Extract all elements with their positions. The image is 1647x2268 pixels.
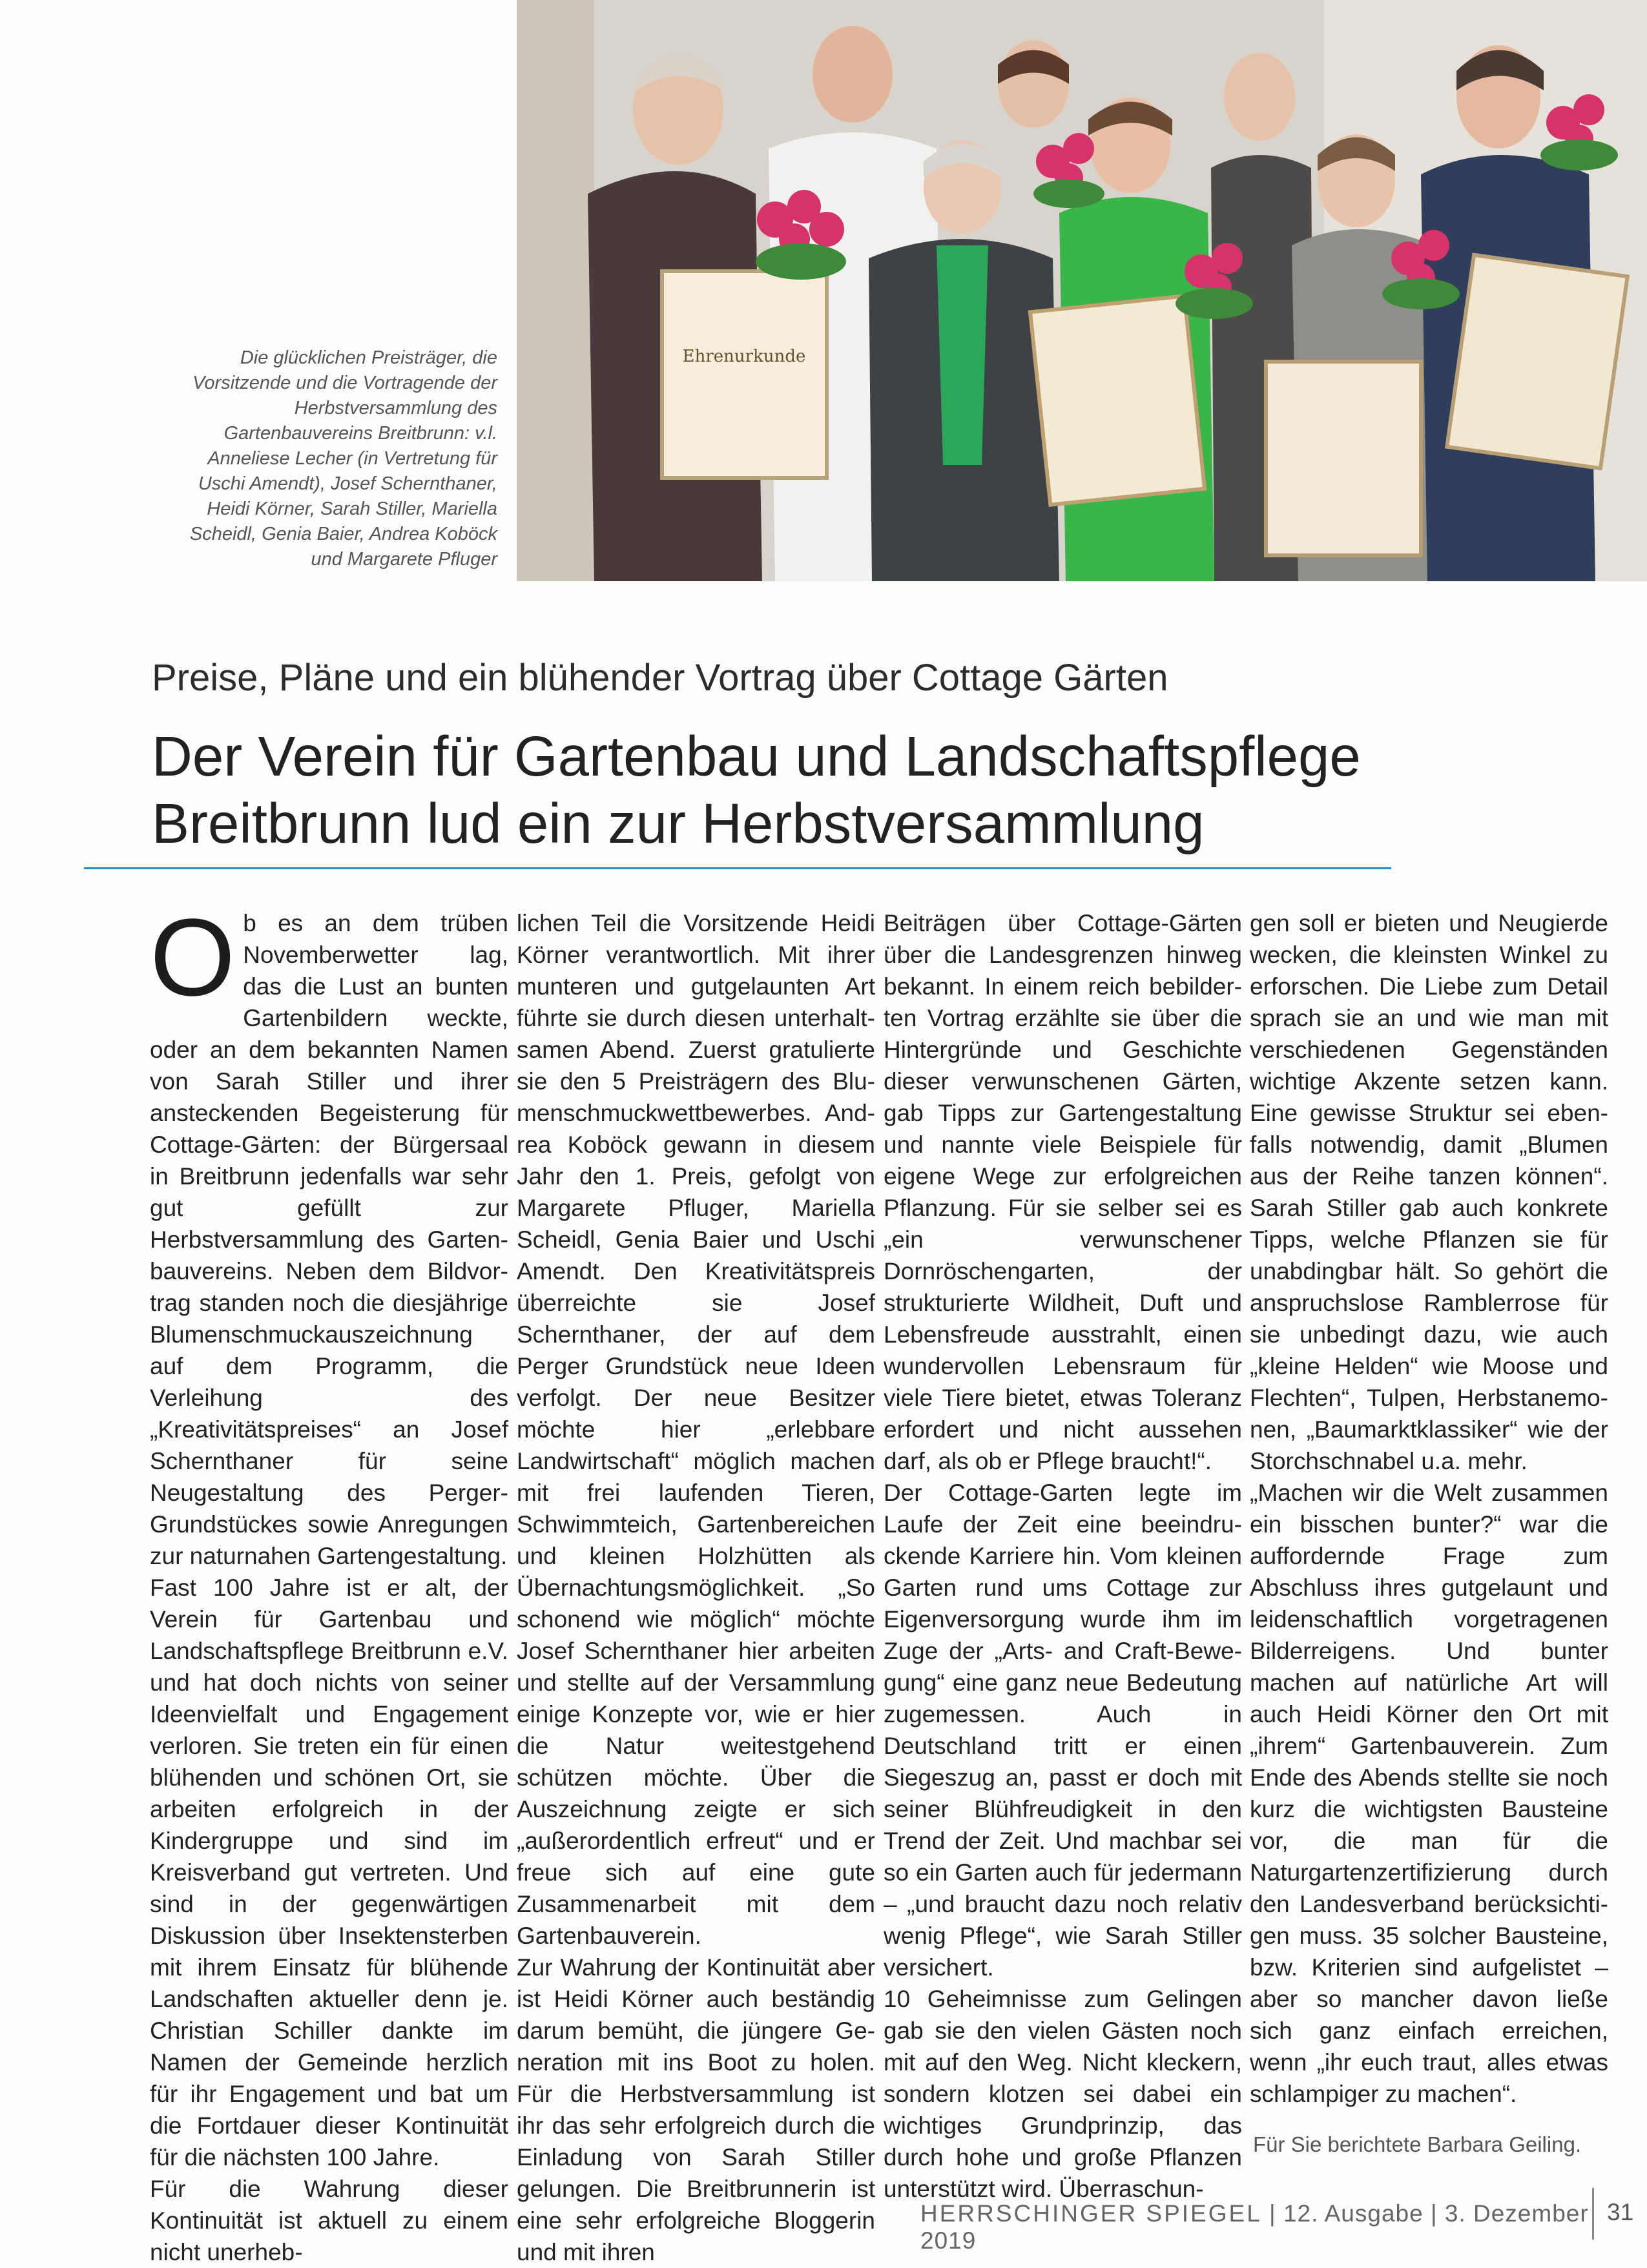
headline-divider xyxy=(84,867,1391,869)
dropcap: O xyxy=(150,896,236,1019)
group-photo xyxy=(517,0,1647,581)
article-column-1 xyxy=(150,896,508,2268)
photo-caption: Die glücklichen Preisträger, die Vorsitzende und die Vortragende der Herbstversammlung des Gartenbauvereins Breitbrunn: v.l. Anneliese Lecher (in Vertretung für Uschi Amendt), Josef Schernthaner, Heidi Körner, Sarah Stiller, Mariella Scheidl, Genia Baier, Andrea Koböck und Margarete Pfluger xyxy=(189,347,497,570)
page-footer xyxy=(920,2200,1647,2254)
issue-info: | 12. Ausgabe | 3. Dezember 2019 xyxy=(920,2200,1589,2254)
paragraph: b es an dem trüben Novemberwetter lag, das die Lust an bunten Gartenbildern weckte, oder an dem bekannten Namen von Sarah Stiller und ihrer ansteckenden Begeisterung für Cottage-Gärten: der Bürgersaal in Breitbrunn jedenfalls war sehr gut gefüllt zur Herbstversammlung des Gartenbauvereins. Neben dem Bildvortrag standen noch die diesjährige Blumenschmuckauszeichnung auf dem Programm, die Verleihung des „Kreativitätspreises“ an Josef Schernthaner für seine Neugestaltung des Perger-Grundstückes sowie Anregungen zur naturnahen Gartengestaltung. xyxy=(150,910,508,1569)
paragraph: Fast 100 Jahre ist er alt, der Verein für Gartenbau und Landschaftspflege Breitbrunn e.V. und hat doch nichts von seiner Ideenvielfalt und Engagement verloren. Sie treten ein für einen blühenden und schönen Ort, sie arbeiten erfolgreich in der Kindergruppe und sind im Kreisverband gut vertreten. Und sind in der gegenwärtigen Diskussion über Insektensterben mit ihrem Einsatz für blühende Landschaften aktueller denn je. Christian Schiller dankte im Namen der Gemeinde herzlich für ihr Engagement und bat um die Fortdauer dieser Kontinuität für die nächsten 100 Jahre. xyxy=(150,1574,508,2170)
certificate-label: Ehrenurkunde xyxy=(682,347,806,366)
paragraph: 10 Geheimnisse zum Gelingen gab sie den vielen Gästen noch mit auf den Weg. Nicht kleckern, sondern klotzen sei dabei ein wichtiges Grundprinzip, das durch hohe und große Pflanzen unterstützt wird. Überraschun- xyxy=(884,1986,1242,2202)
paragraph: Beiträgen über Cottage-Gärten über die Landesgrenzen hinweg bekannt. In einem reich bebilderten Vortrag erzählte sie über die Hintergründe und Geschichte dieser verwunschenen Gärten, gab Tipps zur Gartengestaltung und nannte viele Beispiele für eigene Wege zur erfolgreichen Pflanzung. Für sie selber sei es „ein verwunschener Dornröschengarten, der strukturierte Wildheit, Duft und Lebensfreude ausstrahlt, einen wundervollen Lebensraum für viele Tiere bietet, etwas Toleranz erfordert und nicht aussehen darf, als ob er Pflege braucht!“. xyxy=(884,910,1242,1474)
paragraph: „Machen wir die Welt zusammen ein bisschen bunter?“ war die auffordernde Frage zum Abschluss ihres gutgelaunt und leidenschaftlich vorgetragenen Bilderreigens. Und bunter machen auf natürliche Art will auch Heidi Körner den Ort mit „ihrem“ Gartenbauverein. Zum Ende des Abends stellte sie noch kurz die wichtigsten Bausteine vor, die man für die Naturgartenzertifizierung durch den Landesverband berücksichtigen muss. 35 solcher Bausteine, bzw. Kriterien sind aufgelistet – aber so mancher davon ließe sich ganz einfach erreichen, wenn „ihr euch traut, alles etwas schlampiger zu machen“. xyxy=(1250,1479,1608,2107)
headline-line-2: Breitbrunn lud ein zur Herbstversammlung xyxy=(152,792,1205,855)
article-subtitle: Preise, Pläne und ein blühender Vortrag über Cottage Gärten xyxy=(152,657,1168,699)
paragraph: Zur Wahrung der Kontinuität aber ist Heidi Körner auch beständig darum bemüht, die jüngere Generation mit ins Boot zu holen. Für die Herbstversammlung ist ihr das sehr erfolgreich durch die Einladung von Sarah Stiller gelungen. Die Breitbrunnerin ist eine sehr erfolgreiche Bloggerin und mit ihren xyxy=(517,1954,875,2265)
author-byline: Für Sie berichtete Barbara Geiling. xyxy=(1253,2132,1582,2156)
paragraph: lichen Teil die Vorsitzende Heidi Körner verantwortlich. Mit ihrer munteren und gutgelaunten Art führte sie durch diesen unterhaltsamen Abend. Zuerst gratulierte sie den 5 Preisträgern des Blumenschmuckwettbewerbes. Andrea Koböck gewann in diesem Jahr den 1. Preis, gefolgt von Margarete Pfluger, Mariella Scheidl, Genia Baier und Uschi Amendt. Den Kreativitätspreis überreichte sie Josef Schernthaner, der auf dem Perger Grundstück neue Ideen verfolgt. Der neue Besitzer möchte hier „erlebbare Landwirtschaft“ möglich machen mit frei laufenden Tieren, Schwimmteich, Gartenbereichen und kleinen Holzhütten als Übernachtungsmöglichkeit. „So schonend wie möglich“ möchte Josef Schernthaner hier arbeiten und stellte auf der Versammlung einige Konzepte vor, wie er hier die Natur weitestgehend schützen möchte. Über die Auszeichnung zeigte er sich „außerordentlich erfreut“ und er freue sich auf eine gute Zusammenarbeit mit dem Gartenbauverein. xyxy=(517,910,875,1949)
headline-line-1: Der Verein für Gartenbau und Landschaftspflege xyxy=(152,725,1361,788)
footer-divider xyxy=(1592,2188,1594,2240)
group-photo-illustration xyxy=(517,0,1647,581)
article-column-3 xyxy=(884,907,1242,2205)
paragraph: Der Cottage-Garten legte im Laufe der Zeit eine beeindruckende Karriere hin. Vom kleinen Garten rund ums Cottage zur Eigenversorgung wurde ihm im Zuge der „Arts- and Craft-Bewegung“ eine ganz neue Bedeutung zugemessen. Auch in Deutschland tritt er einen Siegeszug an, passt er doch mit seiner Blühfreudigkeit in den Trend der Zeit. Und machbar sei so ein Garten auch für jedermann – „und braucht dazu noch relativ wenig Pflege“, wie Sarah Stiller versichert. xyxy=(884,1479,1242,1981)
paragraph: Für die Wahrung dieser Kontinuität ist aktuell zu einem nicht unerheb- xyxy=(150,2176,508,2265)
article-headline xyxy=(152,723,1508,858)
publication-name: HERRSCHINGER SPIEGEL xyxy=(920,2200,1262,2227)
paragraph: gen soll er bieten und Neugierde wecken, die kleinsten Winkel zu erforschen. Die Liebe zum Detail sprach sie an und wie man mit verschiedenen Gegenständen wichtige Akzente setzen kann. Eine gewisse Struktur sei ebenfalls notwendig, damit „Blumen aus der Reihe tanzen können“. Sarah Stiller gab auch konkrete Tipps, welche Pflanzen sie für unabdingbar hält. So gehört die anspruchslose Ramblerrose für sie unbedingt dazu, wie auch „kleine Helden“ wie Moose und Flechten“, Tulpen, Herbstanemonen, „Baumarktklassiker“ wie der Storchschnabel u.a. mehr. xyxy=(1250,910,1608,1474)
page-number: 31 xyxy=(1607,2199,1634,2225)
article-column-4 xyxy=(1250,907,1608,2110)
article-column-2 xyxy=(517,907,875,2268)
